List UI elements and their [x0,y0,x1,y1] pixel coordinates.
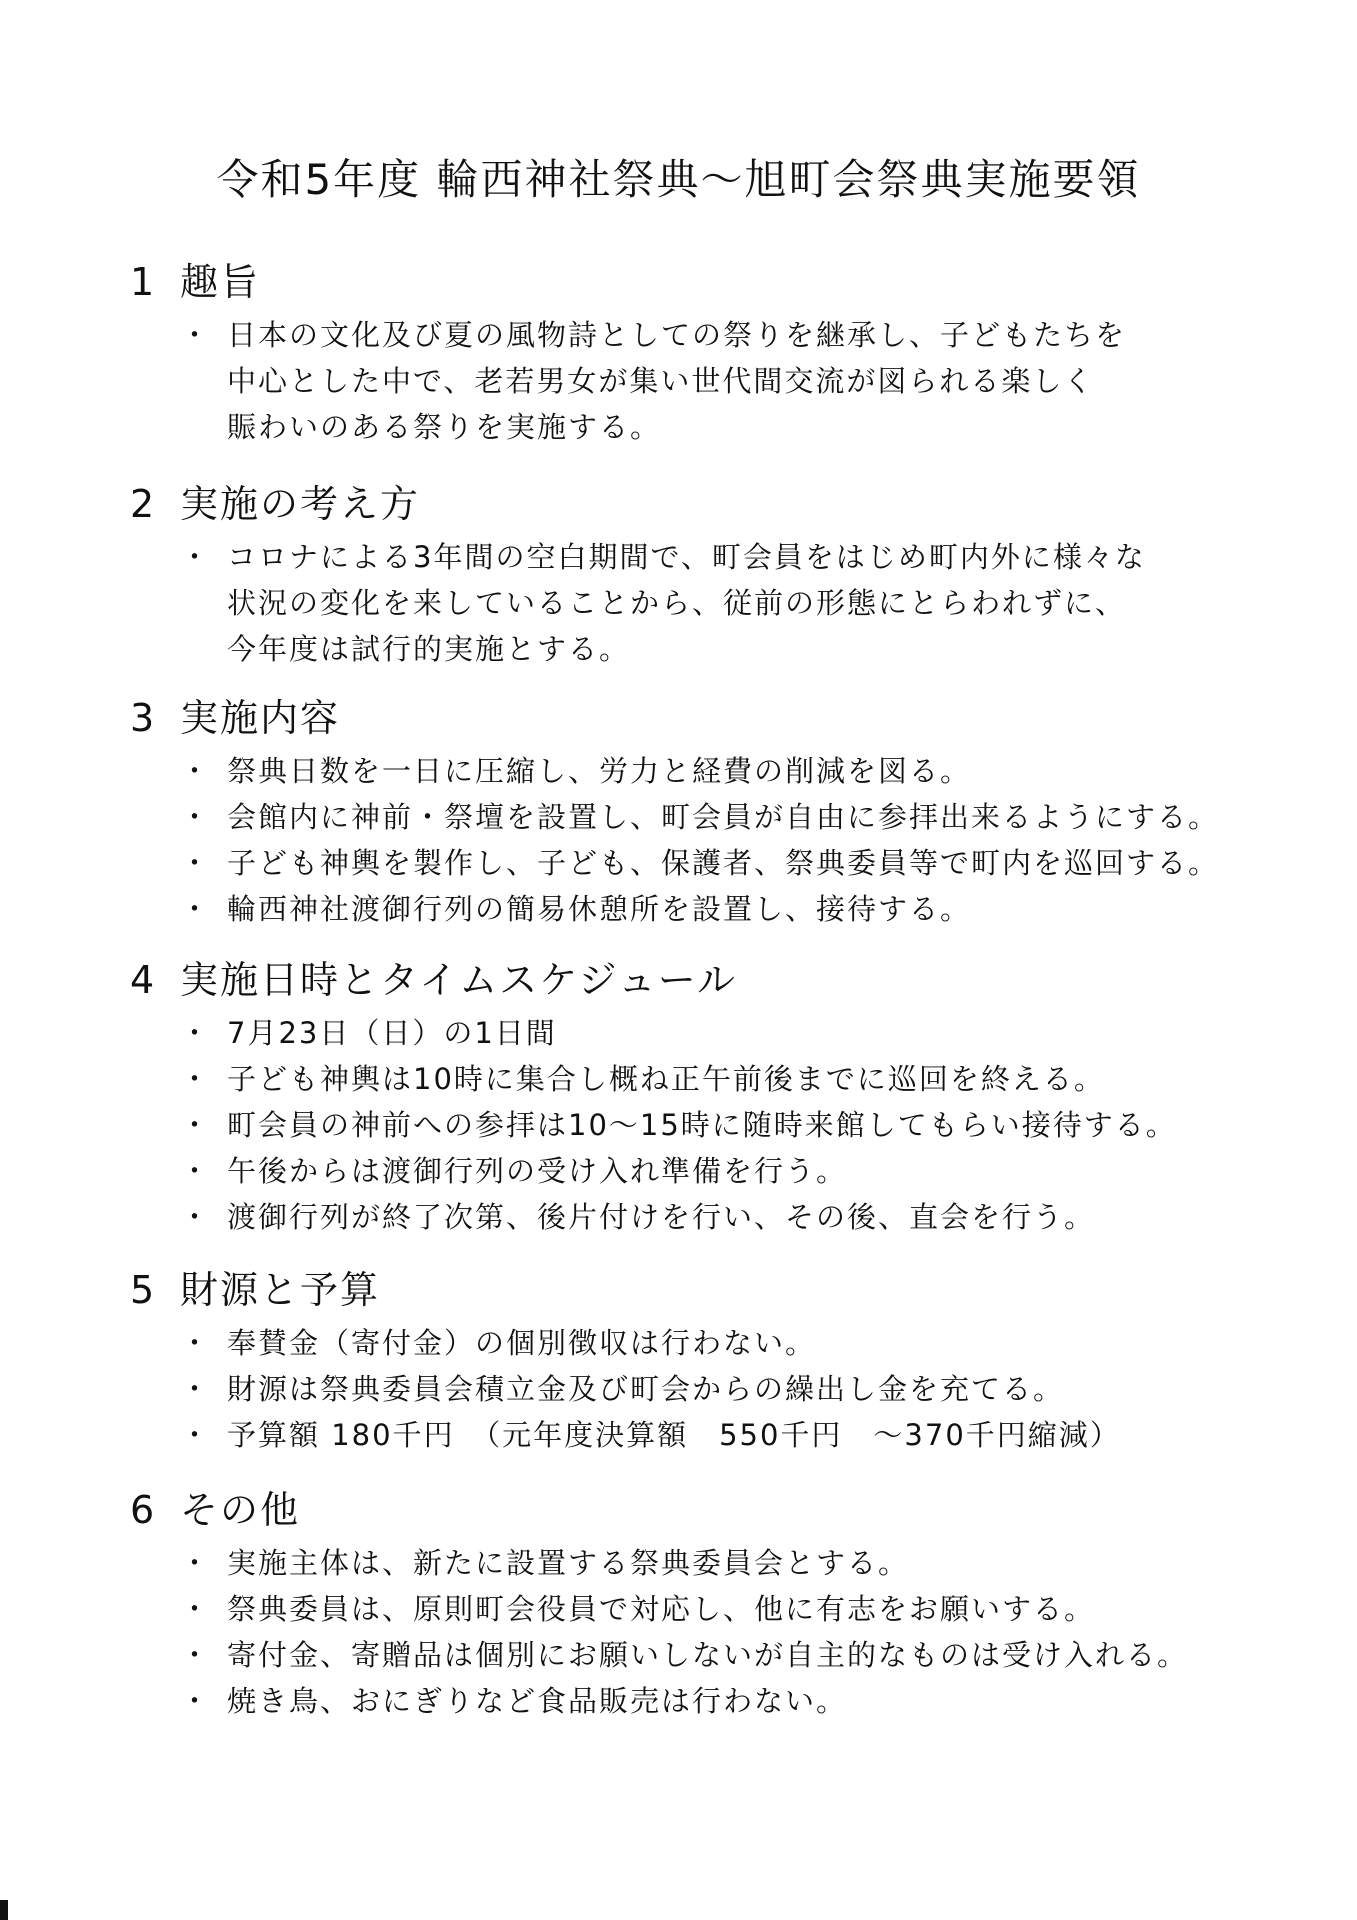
item-line: 状況の変化を来していることから、従前の形態にとらわれずに、 [227,586,1127,620]
section-heading [130,252,1310,312]
list-item [130,1320,1310,1366]
bullet-mark: ・ [180,1016,212,1050]
section-content [130,688,1310,932]
item-line: コロナによる3年間の空白期間で、町会員をはじめ町内外に様々な [227,540,1146,574]
bullet-mark: ・ [180,1372,212,1406]
section-heading [130,1260,1310,1320]
document-title: 令和5年度 輪西神社祭典～旭町会祭典実施要領 [216,155,1141,204]
list-item [130,312,1310,450]
section-schedule [130,950,1310,1240]
item-line: 寄付金、寄贈品は個別にお願いしないが自主的なものは受け入れる。 [227,1638,1189,1672]
list-item [130,1010,1310,1056]
bullet-mark: ・ [180,754,212,788]
section-heading [130,950,1310,1010]
item-line: 実施主体は、新たに設置する祭典委員会とする。 [227,1546,910,1580]
section-number: 4 [130,958,157,1002]
section-budget [130,1260,1310,1458]
item-line: 子ども神輿は10時に集合し概ね正午前後までに巡回を終える。 [227,1062,1105,1096]
item-line: 日本の文化及び夏の風物詩としての祭りを継承し、子どもたちを [227,318,1127,352]
item-line: 焼き鳥、おにぎりなど食品販売は行わない。 [227,1684,848,1718]
bullet-mark: ・ [180,1418,212,1452]
item-line: 祭典委員は、原則町会役員で対応し、他に有志をお願いする。 [227,1592,1096,1626]
bullet-mark: ・ [180,1592,212,1626]
bullet-mark: ・ [180,800,212,834]
section-heading [130,1480,1310,1540]
bullet-mark: ・ [180,846,212,880]
list-item [130,748,1310,794]
item-line: 今年度は試行的実施とする。 [227,632,631,666]
section-number: 2 [130,482,157,526]
item-line: 7月23日（日）の1日間 [227,1016,557,1050]
item-line: 奉賛金（寄付金）の個別徴収は行わない。 [227,1326,817,1360]
item-line: 午後からは渡御行列の受け入れ準備を行う。 [227,1154,848,1188]
section-title: 実施日時とタイムスケジュール [180,958,737,1002]
list-item [130,886,1310,932]
list-item [130,1678,1310,1724]
list-item [130,1366,1310,1412]
scan-edge-mark [0,1900,8,1920]
bullet-mark: ・ [180,540,212,574]
section-number: 3 [130,696,157,740]
section-purpose [130,252,1310,450]
item-line: 会館内に神前・祭壇を設置し、町会員が自由に参拝出来るようにする。 [227,800,1220,834]
list-item [130,534,1310,672]
section-approach [130,474,1310,672]
section-other [130,1480,1310,1724]
section-heading [130,474,1310,534]
section-heading [130,688,1310,748]
bullet-mark: ・ [180,1546,212,1580]
bullet-mark: ・ [180,1062,212,1096]
section-title: 財源と予算 [180,1268,381,1312]
section-number: 6 [130,1488,157,1532]
bullet-mark: ・ [180,318,212,352]
bullet-mark: ・ [180,1638,212,1672]
section-title: 実施内容 [180,696,341,740]
item-line: 祭典日数を一日に圧縮し、労力と経費の削減を図る。 [227,754,972,788]
list-item [130,1540,1310,1586]
list-item [130,1586,1310,1632]
bullet-mark: ・ [180,1684,212,1718]
bullet-mark: ・ [180,1108,212,1142]
list-item [130,1632,1310,1678]
section-title: その他 [180,1488,301,1532]
item-line: 財源は祭典委員会積立金及び町会からの繰出し金を充てる。 [227,1372,1065,1406]
item-line: 輪西神社渡御行列の簡易休憩所を設置し、接待する。 [227,892,972,926]
list-item [130,1148,1310,1194]
bullet-mark: ・ [180,1326,212,1360]
item-line: 賑わいのある祭りを実施する。 [227,410,662,444]
list-item [130,1412,1310,1458]
item-line: 中心とした中で、老若男女が集い世代間交流が図られる楽しく [227,364,1095,398]
item-line: 渡御行列が終了次第、後片付けを行い、その後、直会を行う。 [227,1200,1096,1234]
item-line: 町会員の神前への参拝は10～15時に随時来館してもらい接待する。 [227,1108,1177,1142]
item-line: 予算額 180千円 （元年度決算額 550千円 ～370千円縮減） [227,1418,1121,1452]
section-number: 5 [130,1268,157,1312]
section-title: 実施の考え方 [180,482,421,526]
bullet-mark: ・ [180,1200,212,1234]
list-item [130,840,1310,886]
bullet-mark: ・ [180,1154,212,1188]
list-item [130,1056,1310,1102]
section-title: 趣旨 [180,260,261,304]
list-item [130,794,1310,840]
list-item [130,1194,1310,1240]
item-line: 子ども神輿を製作し、子ども、保護者、祭典委員等で町内を巡回する。 [227,846,1220,880]
bullet-mark: ・ [180,892,212,926]
list-item [130,1102,1310,1148]
section-number: 1 [130,260,157,304]
